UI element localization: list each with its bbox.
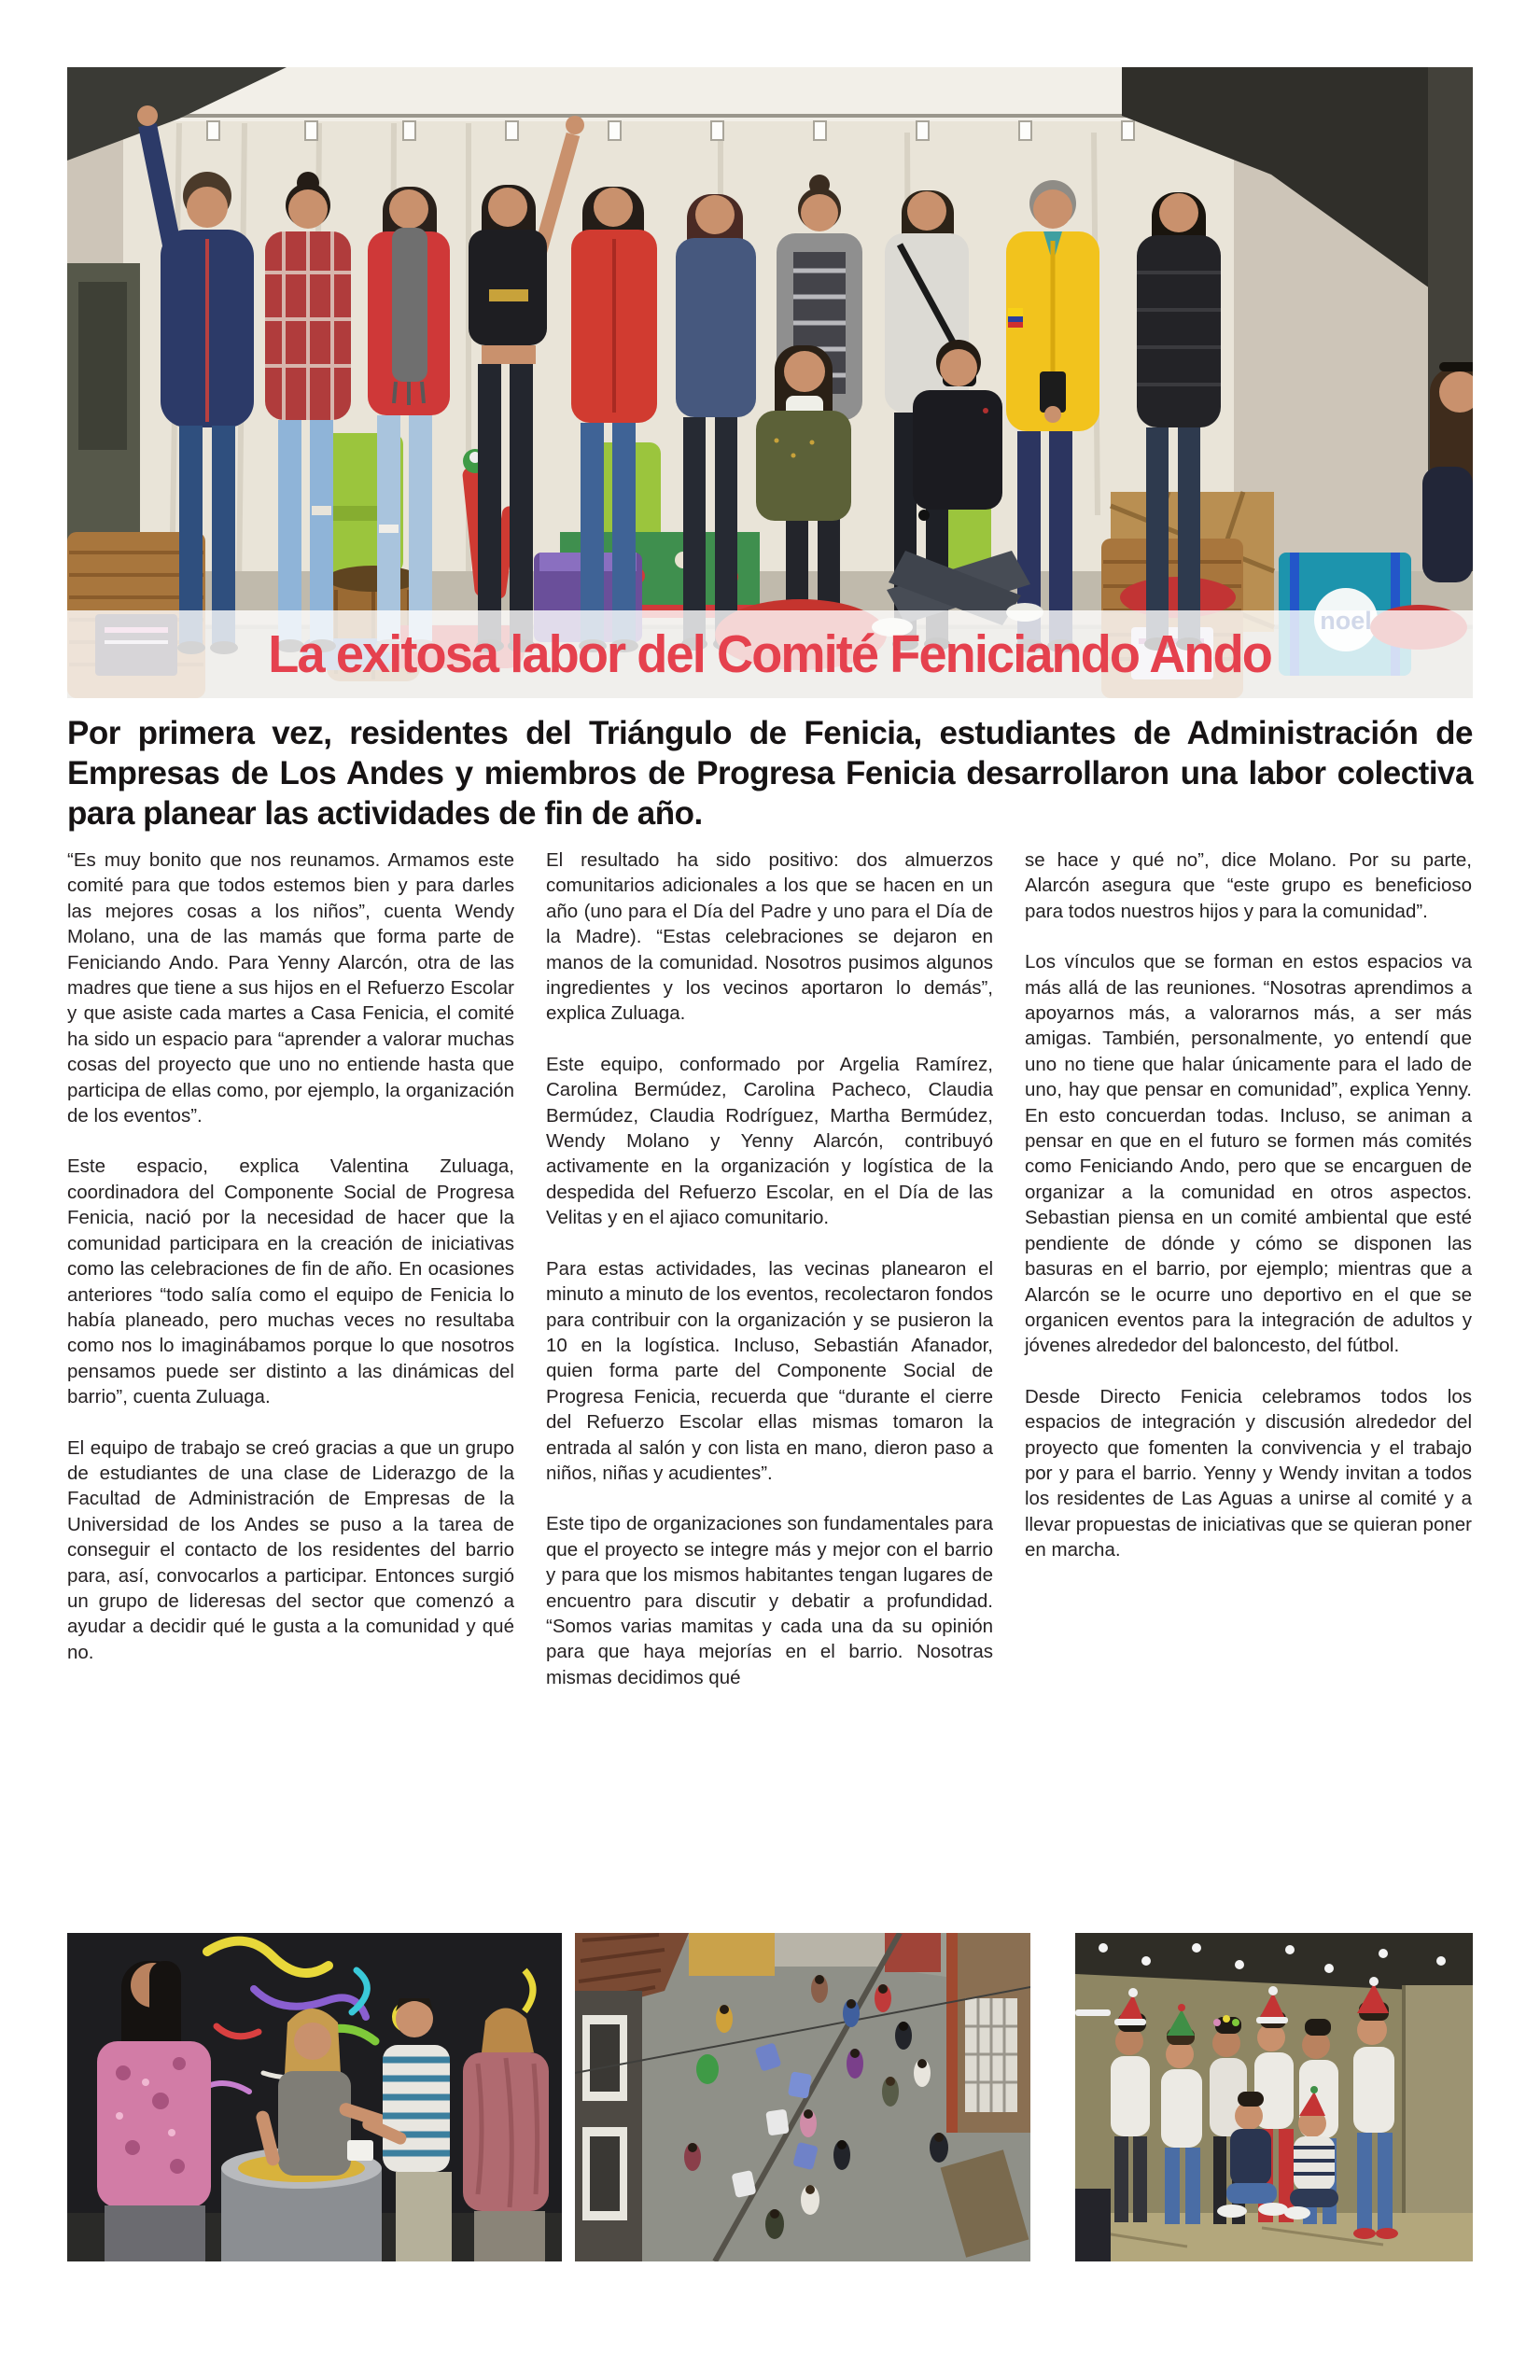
column-2 bbox=[546, 847, 993, 1715]
santa-group-illustration bbox=[1075, 1933, 1473, 2261]
bottom-photo-santa-group bbox=[1075, 1933, 1473, 2261]
subheadline: Por primera vez, residentes del Triángulo de Fenicia, estudiantes de Administración de Empresas de Los Andes y miembros de Progresa Fenicia desarrollaron una labor colectiva para planear las actividades de fin de año. bbox=[67, 715, 1473, 832]
top-photo bbox=[67, 67, 1473, 698]
paragraph: El equipo de trabajo se creó gracias a que un grupo de estudiantes de una clase de Liderazgo de la Facultad de Administración de Empresas de la Universidad de los Andes se puso a la tarea de conseguir el contacto de los residentes del barrio para, así, convocarlos a participar. Entonces surgió un grupo de lideresas del sector que comenzó a ayudar a decidir qué le gusta a la comunidad y qué no. bbox=[67, 1436, 514, 1663]
right-building bbox=[946, 1933, 1030, 2133]
paragraph: “Es muy bonito que nos reunamos. Armamos este comité para que todos estemos bien y para darles las mejores cosas a los niños”, cuenta Wendy Molano, una de las mamás que forma parte de Feniciando Ando. Para Yenny Alarcón, otra de las madres que tiene a sus hijos en el Refuerzo Escolar y que asiste cada martes a Casa Fenicia, el comité ha sido un espacio para “aprender a valorar muchas cosas del proyecto que uno no entiende hasta que participa de ellas como, por ejemplo, la organización de los eventos”. bbox=[67, 849, 514, 1127]
bottom-photo-street bbox=[575, 1933, 1030, 2261]
green-bag bbox=[696, 2054, 719, 2084]
paragraph: se hace y qué no”, dice Molano. Por su parte, Alarcón asegura que “este grupo es beneficioso para todos nuestros hijos y para la comunidad”. bbox=[1025, 849, 1472, 922]
bottom-photo-soup bbox=[67, 1933, 562, 2261]
column-3 bbox=[1025, 847, 1472, 1715]
paragraph: Este espacio, explica Valentina Zuluaga, coordinadora del Componente Social de Progresa Fenicia, nació por la necesidad de hacer que la comunidad participara en la creación de iniciativas como las celebraciones de fin de año. En ocasiones anteriores “todo salía como el equipo de Fenicia lo había planeado, pero muchas veces no resultaba como nos lo imaginábamos porque lo que nosotros pensamos puede ser distinto a las dinámicas del barrio”, cuenta Zuluaga. bbox=[67, 1155, 514, 1408]
paragraph: Para estas actividades, las vecinas planearon el minuto a minuto de los eventos, recolectaron fondos para contribuir con la organización y se pusieron la 10 en la logística. Incluso, Sebastián Afanador, quien forma parte del Componente Social de Progresa Fenicia, recuerda que “durante el cierre del Refuerzo Escolar ellas mismas tomaron la entrada al salón y con lista en mano, dieron paso a niños, niñas y acudientes”. bbox=[546, 1257, 993, 1484]
column-1 bbox=[67, 847, 514, 1715]
street-photo-illustration bbox=[575, 1933, 1030, 2261]
paragraph: Desde Directo Fenicia celebramos todos los espacios de integración y discusión alrededor del proyecto que fomenten la convivencia y el trabajo por y para el barrio. Yenny y Wendy invitan a todos los residentes de Las Aguas a unirse al comité y a llevar propuestas de iniciativas que se quieran poner en marcha. bbox=[1025, 1385, 1472, 1561]
headline-band bbox=[67, 610, 1473, 698]
soup-photo-illustration bbox=[67, 1933, 562, 2261]
article-body bbox=[67, 847, 1473, 1715]
paragraph: El resultado ha sido positivo: dos almuerzos comunitarios adicionales a los que se hacen en un año (uno para el Día del Padre y uno para el Día de la Madre). “Estas celebraciones se dejaron en manos de la comunidad. Nosotros pusimos algunos ingredientes y los vecinos aportaron lo demás”, explica Zuluaga. bbox=[546, 849, 993, 1025]
paragraph: Este tipo de organizaciones son fundamentales para que el proyecto se integre más y mejor con el barrio y para que los mismos habitantes tengan lugares de encuentro para discutir y debatir a profundidad. “Somos varias mamitas y cada una da su opinión para que haya mejorías en el barrio. Nosotras mismas decidimos qué bbox=[546, 1513, 993, 1688]
dark-chair bbox=[1075, 2189, 1111, 2261]
paragraph: Este equipo, conformado por Argelia Ramírez, Carolina Bermúdez, Carolina Pacheco, Claudia Bermúdez, Claudia Rodríguez, Martha Bermúdez, Wendy Molano y Yenny Alarcón, contribuyó activamente en la organización y logística de la despedida del Refuerzo Escolar, en el Día de las Velitas y en el ajiaco comunitario. bbox=[546, 1053, 993, 1229]
paragraph: Los vínculos que se forman en estos espacios va más allá de las reuniones. “Nosotras aprendimos a apoyarnos más, a valorarnos más, a ser más amigas. También, personalmente, yo entendí que uno no tiene que halar únicamente para el lado de uno, hay que pensar en comunidad”, explica Yenny. En esto concuerdan todas. Incluso, se animan a pensar en que en el futuro se formen más comités como Feniciando Ando, pero que se encarguen de organizar a la comunidad en otros aspectos. Sebastian piensa en un comité ambiental que esté pendiente de dónde y cómo se disponen las basuras en el barrio, por ejemplo; mientras que a Alarcón se le ocurre uno deportivo en el que se organicen eventos para la integración de adultos y jóvenes alrededor del baloncesto, del fútbol. bbox=[1025, 951, 1472, 1357]
top-photo-illustration bbox=[67, 67, 1473, 698]
headline: La exitosa labor del Comité Feniciando Ando bbox=[268, 624, 1272, 684]
